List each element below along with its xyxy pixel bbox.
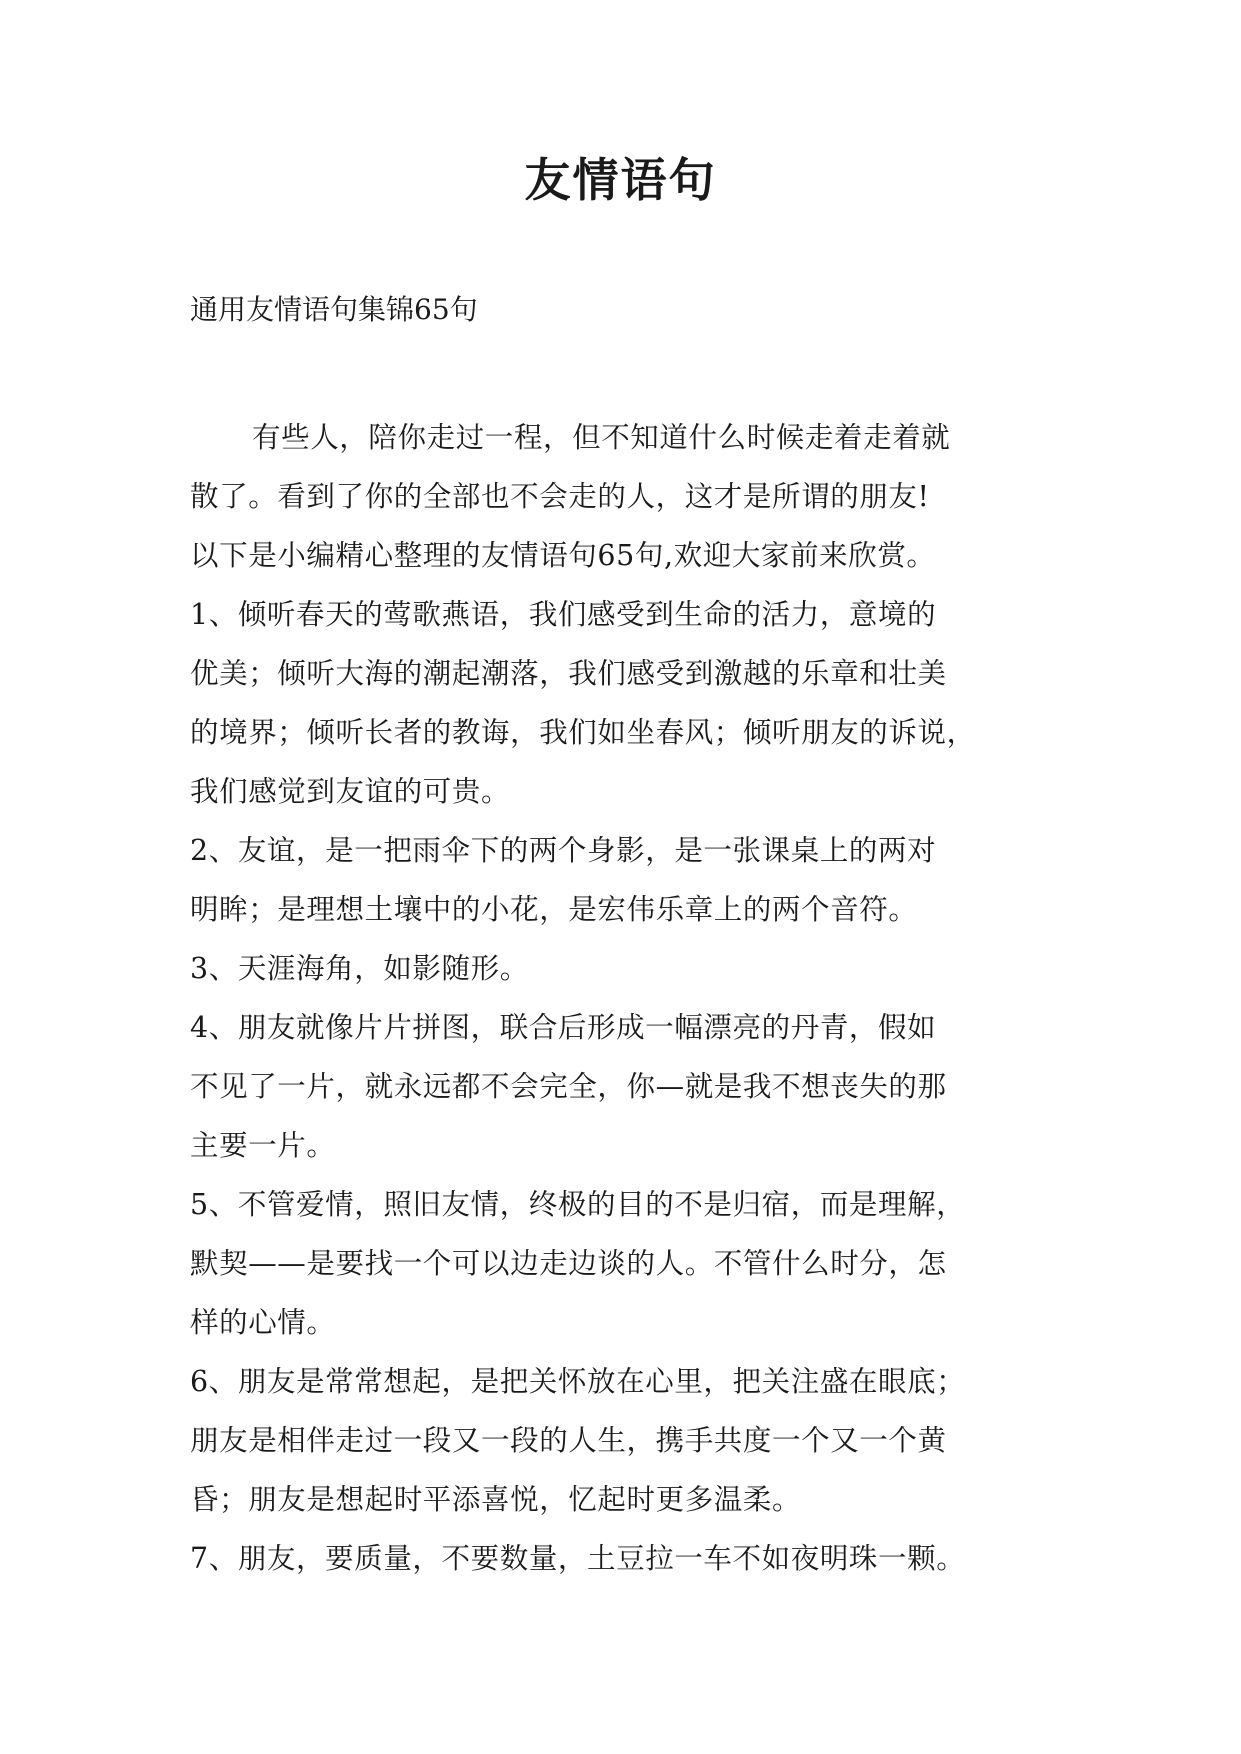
text-line: 5、不管爱情，照旧友情，终极的目的不是归宿，而是理解， [190, 1188, 966, 1221]
text-line: 不见了一片，就永远都不会完全，你—就是我不想丧失的那 [190, 1070, 947, 1103]
text-line: 主要一片。 [190, 1129, 336, 1162]
text-line: 有些人，陪你走过一程，但不知道什么时候走着走着就 [252, 421, 951, 454]
document-body [190, 408, 1070, 1588]
document-subtitle: 通用友情语句集锦65句 [190, 293, 478, 326]
text-line: 昏；朋友是想起时平添喜悦，忆起时更多温柔。 [190, 1483, 802, 1516]
text-line: 6、朋友是常常想起，是把关怀放在心里，把关注盛在眼底； [190, 1365, 966, 1398]
text-line: 3、天涯海角，如影随形。 [190, 952, 529, 985]
document-title: 友情语句 [524, 153, 717, 207]
text-line: 明眸；是理想土壤中的小花，是宏伟乐章上的两个音符。 [190, 893, 918, 926]
text-line: 我们感觉到友谊的可贵。 [190, 775, 511, 808]
text-line: 的境界；倾听长者的教诲，我们如坐春风；倾听朋友的诉说， [190, 716, 976, 749]
text-line: 样的心情。 [190, 1306, 336, 1339]
text-line: 7、朋友，要质量，不要数量，土豆拉一车不如夜明珠一颗。 [190, 1542, 966, 1575]
text-line: 朋友是相伴走过一段又一段的人生，携手共度一个又一个黄 [190, 1424, 947, 1457]
text-line: 2、友谊，是一把雨伞下的两个身影，是一张课桌上的两对 [190, 834, 937, 867]
text-line: 以下是小编精心整理的友情语句65句,欢迎大家前来欣赏。 [190, 539, 936, 572]
text-line: 4、朋友就像片片拼图，联合后形成一幅漂亮的丹青，假如 [190, 1011, 937, 1044]
text-line: 1、倾听春天的莺歌燕语，我们感受到生命的活力，意境的 [190, 598, 937, 631]
text-line: 优美；倾听大海的潮起潮落，我们感受到激越的乐章和壮美 [190, 657, 947, 690]
text-line: 默契——是要找一个可以边走边谈的人。不管什么时分，怎 [190, 1247, 947, 1280]
text-line: 散了。看到了你的全部也不会走的人，这才是所谓的朋友! [190, 480, 930, 513]
